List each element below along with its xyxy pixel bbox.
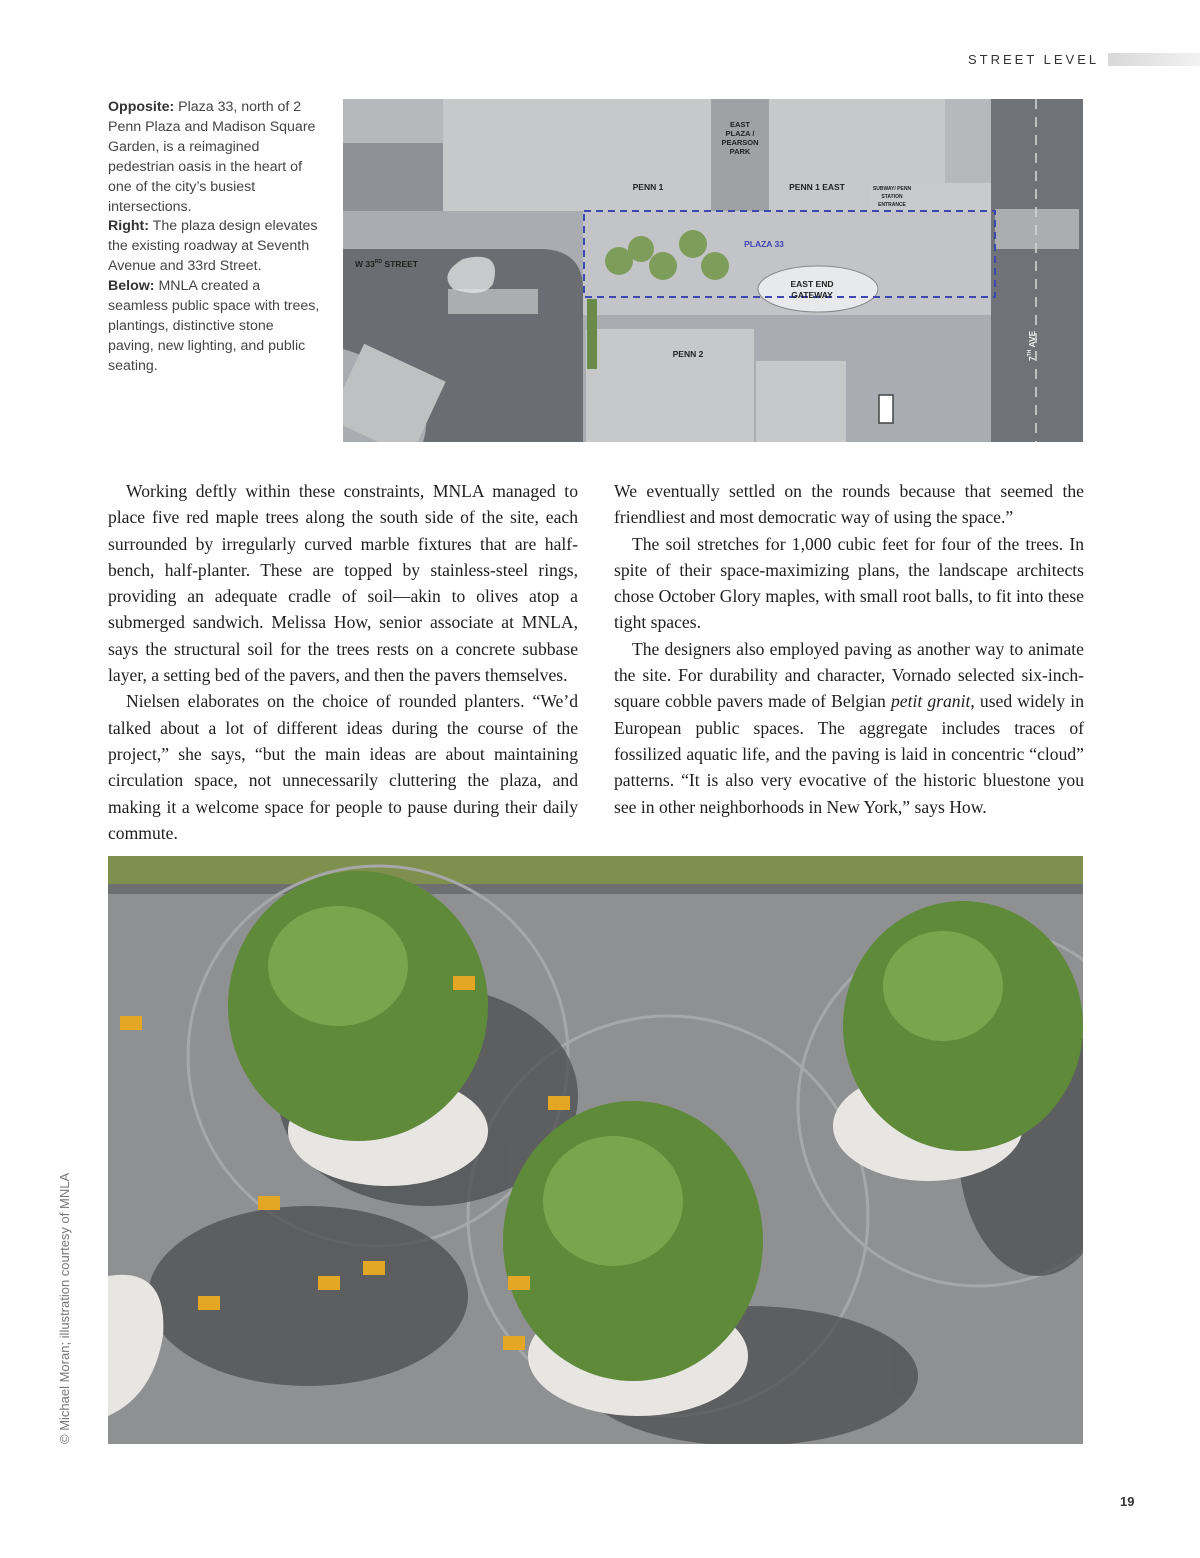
paragraph: The soil stretches for 1,000 cubic feet for four of the trees. In spite of their space-maximizing plans, the landscape architects chose October Glory maples, with small root balls, to fit into these tight spaces.	[614, 533, 1084, 633]
caption-opposite-text: Plaza 33, north of 2 Penn Plaza and Madison Square Garden, is a reimagined pedestrian oasis in the heart of one of the city’s busiest intersections.	[108, 99, 316, 215]
caption-label-right: Right:	[108, 218, 149, 235]
caption-label-below: Below:	[108, 278, 155, 295]
site-plan-map	[343, 99, 1083, 442]
label-w33-sup: RD	[374, 259, 383, 265]
caption-label-opposite: Opposite:	[108, 99, 175, 115]
label-w33-suffix: STREET	[382, 259, 418, 269]
paving-text-b: , used widely in European public spaces. The aggregate includes traces of fossilized aquatic life, and the paving is laid in concentric “cloud” patterns. “It is also very evocative of the historic bluestone you see in other neighborhoods in New York,” says How.	[614, 691, 1084, 817]
label-w33-prefix: W 33	[355, 259, 375, 269]
label-east-plaza-4: PARK	[729, 147, 751, 156]
caption-right-text: The plaza design elevates the existing roadway at Seventh Avenue and 33rd Street.	[108, 218, 318, 275]
page-number: 19	[1120, 1494, 1135, 1509]
paragraph-paving	[614, 636, 1084, 820]
label-w33-street	[355, 259, 419, 269]
caption-below-text: MNLA created a seamless public space with trees, plantings, distinctive stone paving, new lighting, and public seating.	[108, 278, 320, 374]
label-gateway-1: EAST END	[790, 279, 834, 289]
petit-granit-italic: petit granit	[890, 691, 971, 712]
photo-caption	[108, 98, 320, 377]
label-east-plaza-3: PEARSON	[721, 138, 759, 147]
label-ave-suffix: AVE	[1027, 330, 1037, 350]
header-bar	[1108, 53, 1200, 66]
label-ave-sup: TH	[1027, 349, 1033, 357]
plaza-aerial-photo	[108, 856, 1083, 1444]
label-plaza-33: PLAZA 33	[744, 239, 784, 249]
paragraph: We eventually settled on the rounds because that seemed the friendliest and most democratic way of using the space.”	[614, 481, 1084, 528]
label-subway-2: STATION	[881, 194, 903, 200]
label-penn-2: PENN 2	[672, 349, 704, 359]
label-ave-prefix: 7	[1027, 356, 1037, 361]
article-column-1	[108, 478, 578, 846]
label-subway-3: ENTRANCE	[878, 202, 906, 208]
caption-text	[108, 98, 320, 377]
section-header: STREET LEVEL	[968, 52, 1100, 67]
label-penn-1-east: PENN 1 EAST	[789, 182, 845, 192]
photo-credit: © Michael Moran; illustration courtesy of MNLA	[57, 1172, 72, 1444]
label-penn-1: PENN 1	[632, 182, 664, 192]
article-column-2	[614, 478, 1084, 820]
paragraph: Working deftly within these constraints, MNLA managed to place five red maple trees along the south side of the site, each surrounded by irregularly curved marble fixtures that are half-bench, half-planter. These are topped by stainless-steel rings, providing an adequate cradle of soil—akin to olives atop a submerged sandwich. Melissa How, senior associate at MNLA, says the structural soil for the trees rests on a concrete subbase layer, a setting bed of the pavers, and then the pavers themselves.	[108, 481, 578, 686]
label-subway-1: SUBWAY/ PENN	[872, 186, 912, 192]
label-east-plaza-1: EAST	[729, 120, 751, 129]
label-7th-ave	[1027, 330, 1037, 361]
paving-text-a: The designers also employed paving as another way to animate the site. For durability and character, Vornado selected six-inch-square cobble pavers made of Belgian	[614, 638, 1084, 712]
paragraph: Nielsen elaborates on the choice of rounded planters. “We’d talked about a lot of different ideas during the course of the project,” she says, “but the main ideas are about maintaining circulation space, not unnecessarily cluttering the plaza, and making it a welcome space for people to pause during their daily commute.	[108, 691, 578, 843]
label-gateway-2: GATEWAY	[791, 290, 833, 300]
label-east-plaza-2: PLAZA /	[725, 129, 755, 138]
